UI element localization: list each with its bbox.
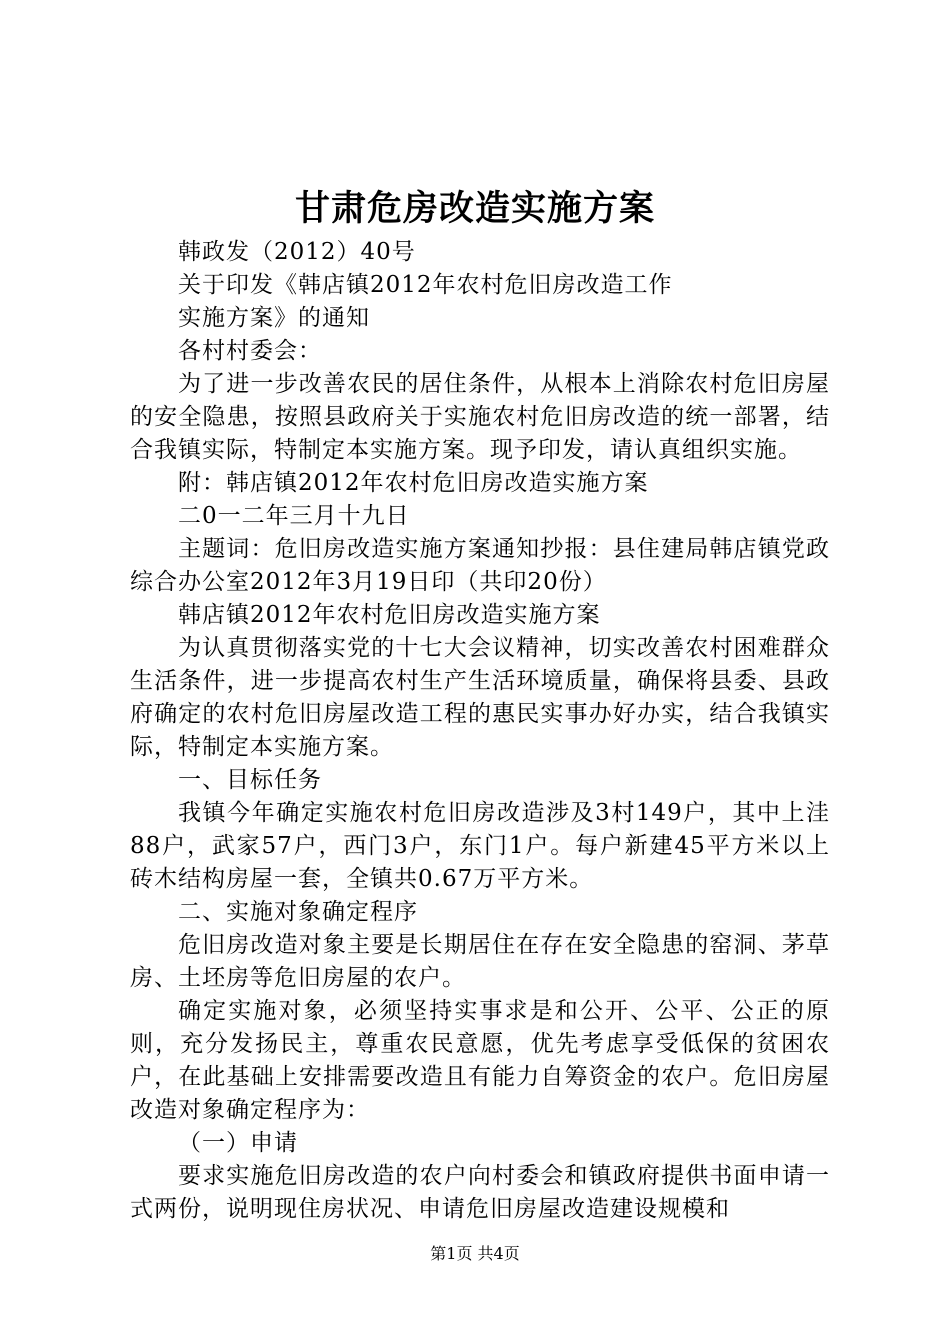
body-paragraph: 为认真贯彻落实党的十七大会议精神，切实改善农村困难群众生活条件，进一步提高农村生产生活环境质量，确保将县委、县政府确定的农村危旧房屋改造工程的惠民实事办好办实，结合我镇实际，特制定本实施方案。: [130, 635, 830, 760]
body-paragraph: 为了进一步改善农民的居住条件，从根本上消除农村危旧房屋的安全隐患，按照县政府关于实施农村危旧房改造的统一部署，结合我镇实际，特制定本实施方案。现予印发，请认真组织实施。: [130, 371, 830, 463]
section-heading: 二、实施对象确定程序: [178, 899, 418, 925]
body-paragraph: 危旧房改造对象主要是长期居住在存在安全隐患的窑洞、茅草房、土坯房等危旧房屋的农户。: [130, 932, 830, 991]
page-footer: 第1页 共4页: [430, 1244, 520, 1263]
issue-date: 二0一二年三月十九日: [178, 503, 410, 529]
document-number: 韩政发（2012）40号: [178, 239, 416, 265]
notice-title-line-2: 实施方案》的通知: [178, 305, 370, 331]
subject-line: 主题词：危旧房改造实施方案通知抄报：县住建局韩店镇党政综合办公室2012年3月19日印（共印20份）: [130, 536, 830, 595]
body-paragraph: 我镇今年确定实施农村危旧房改造涉及3村149户，其中上洼88户，武家57户，西门3户，东门1户。每户新建45平方米以上砖木结构房屋一套，全镇共0.67万平方米。: [130, 800, 830, 892]
section-title: 韩店镇2012年农村危旧房改造实施方案: [178, 602, 601, 628]
addressee: 各村村委会：: [178, 338, 322, 364]
subsection-heading: （一）申请: [178, 1130, 298, 1156]
document-body: [130, 236, 830, 1226]
body-paragraph: 要求实施危旧房改造的农户向村委会和镇政府提供书面申请一式两份，说明现住房状况、申请危旧房屋改造建设规模和: [130, 1163, 830, 1222]
notice-title-line-1: 关于印发《韩店镇2012年农村危旧房改造工作: [178, 272, 673, 298]
document-title: 甘肃危房改造实施方案: [294, 188, 655, 229]
attachment-line: 附：韩店镇2012年农村危旧房改造实施方案: [178, 470, 649, 496]
body-paragraph: 确定实施对象，必须坚持实事求是和公开、公平、公正的原则，充分发扬民主，尊重农民意愿，优先考虑享受低保的贫困农户，在此基础上安排需要改造且有能力自筹资金的农户。危旧房屋改造对象确定程序为：: [130, 998, 830, 1123]
section-heading: 一、目标任务: [178, 767, 322, 793]
